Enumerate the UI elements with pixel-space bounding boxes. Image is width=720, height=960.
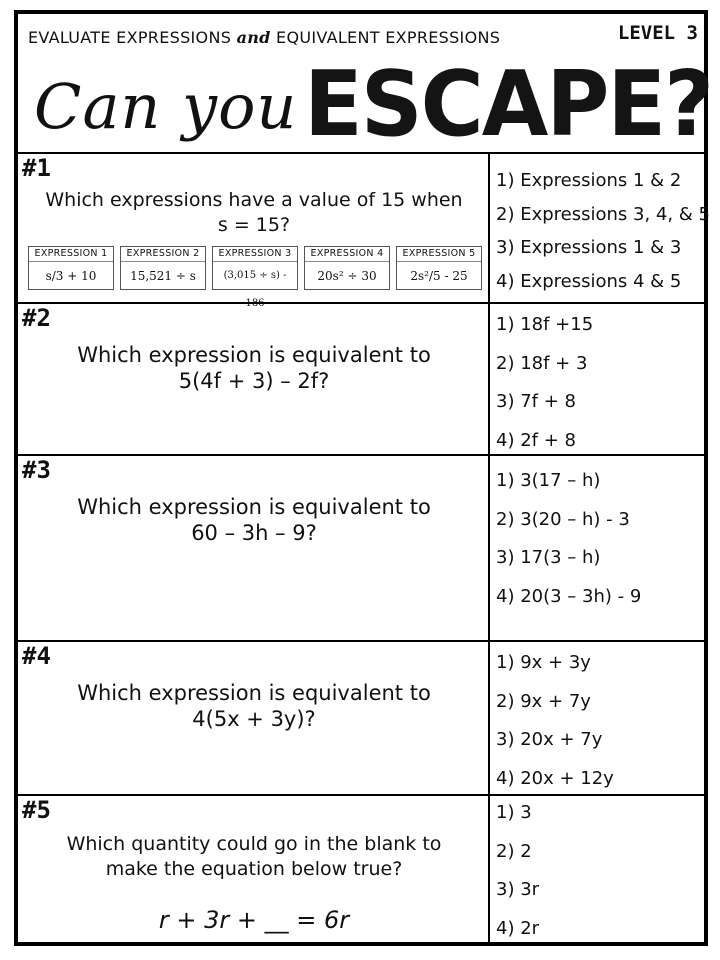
question-text: Which expression is equivalent to 60 – 3h – 9?	[77, 495, 431, 545]
question-cell	[18, 796, 490, 944]
expression-card: EXPRESSION 5 2s²/5 - 25	[396, 246, 482, 290]
answer-choice: 4) 20(3 – 3h) - 9	[496, 585, 642, 607]
answer-list	[496, 306, 593, 460]
expression-card: EXPRESSION 3 (3,015 ÷ s) - 186	[212, 246, 298, 290]
question-row-1	[18, 152, 711, 309]
expression-cards	[28, 246, 482, 309]
answer-choice: 3) 7f + 8	[496, 391, 576, 412]
question-row-2	[18, 302, 704, 454]
answer-choice: 4) 20x + 12y	[496, 767, 614, 789]
answer-cell	[492, 796, 704, 944]
question-cell	[18, 642, 490, 794]
answer-choice: 4) 2r	[496, 917, 540, 939]
question-text: Which expressions have a value of 15 when s = 15?	[45, 189, 463, 236]
question-cell	[18, 456, 490, 640]
answer-choice: 1) 3(17 – h)	[496, 470, 601, 491]
title-escape: ESCAPE?	[304, 52, 713, 157]
answer-choice: 4) 2f + 8	[496, 429, 576, 451]
question-number: #5	[22, 796, 51, 824]
answer-choice: 3) 17(3 – h)	[496, 547, 601, 568]
worksheet	[14, 10, 713, 946]
answer-choice: 1) 18f +15	[496, 314, 594, 335]
answer-cell	[492, 304, 704, 454]
answer-list	[496, 164, 710, 298]
question-row-4	[18, 640, 704, 794]
expression-card: EXPRESSION 4 20s² ÷ 30	[304, 246, 390, 290]
answer-choice: 2) 2	[496, 840, 532, 862]
answer-choice: 2) Expressions 3, 4, & 5	[496, 203, 711, 225]
answer-list	[496, 462, 641, 616]
question-number: #4	[22, 642, 51, 670]
expression-card: EXPRESSION 2 15,521 ÷ s	[120, 246, 206, 290]
worksheet-header	[18, 14, 713, 157]
answer-cell	[492, 154, 711, 302]
worksheet-subtitle: EVALUATE EXPRESSIONS and EQUIVALENT EXPRESSIONS	[28, 28, 501, 47]
question-text: Which expression is equivalent to 5(4f + 3) – 2f?	[77, 343, 431, 393]
title-cursive: Can you	[34, 70, 298, 143]
equation: r + 3r + __ = 6r	[158, 906, 350, 934]
answer-list	[496, 644, 614, 798]
answer-cell	[492, 642, 704, 794]
question-row-5	[18, 794, 704, 944]
answer-choice: 4) Expressions 4 & 5	[496, 270, 682, 292]
answer-choice: 3) 20x + 7y	[496, 729, 603, 750]
question-row-3	[18, 454, 704, 640]
answer-list	[496, 794, 539, 948]
question-number: #1	[22, 154, 51, 182]
question-text: Which quantity could go in the blank to make the equation below true?	[66, 833, 442, 880]
answer-choice: 3) 3r	[496, 879, 540, 900]
answer-choice: 2) 9x + 7y	[496, 690, 591, 712]
answer-choice: 3) Expressions 1 & 3	[496, 237, 682, 258]
answer-choice: 2) 3(20 – h) - 3	[496, 508, 630, 530]
expression-card: EXPRESSION 1 s/3 + 10	[28, 246, 114, 290]
question-text: Which expression is equivalent to 4(5x + 3y)?	[77, 681, 431, 731]
answer-choice: 2) 18f + 3	[496, 352, 588, 374]
answer-choice: 1) 3	[496, 802, 532, 823]
answer-cell	[492, 456, 704, 640]
question-cell	[18, 304, 490, 454]
question-number: #2	[22, 304, 51, 332]
question-cell	[18, 154, 490, 309]
level-label: LEVEL 3	[617, 22, 698, 44]
answer-choice: 1) 9x + 3y	[496, 652, 591, 673]
answer-choice: 1) Expressions 1 & 2	[496, 170, 682, 191]
question-number: #3	[22, 456, 51, 484]
